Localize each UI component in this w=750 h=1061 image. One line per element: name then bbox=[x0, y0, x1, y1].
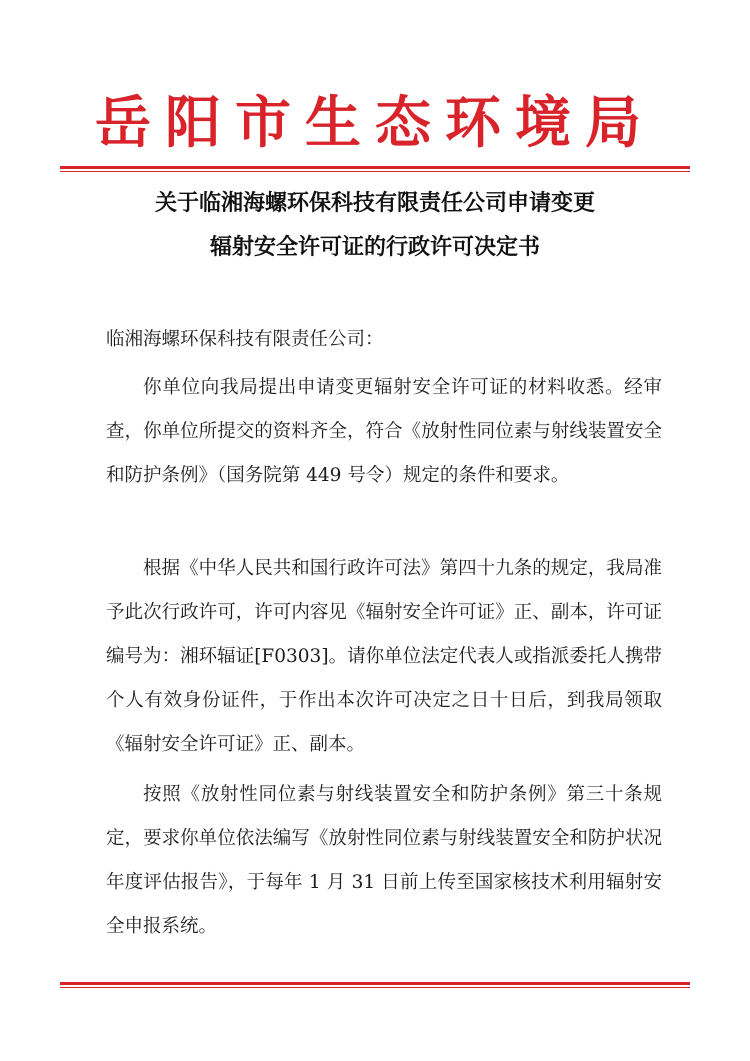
document-title-line1: 关于临湘海螺环保科技有限责任公司申请变更 bbox=[154, 191, 595, 216]
body-paragraph: 根据《中华人民共和国行政许可法》第四十九条的规定，我局准予此次行政许可，许可内容见《辐射安全许可证》正、副本，许可证编号为：湘环辐证[F0303]。请你单位法定代表人或指派委托人携带个人有效身份证件，于作出本次许可决定之日十日后，到我局领取《辐射安全许可证》正、副本。 bbox=[106, 558, 662, 755]
salutation: 临湘海螺环保科技有限责任公司： bbox=[106, 329, 384, 350]
body-paragraph: 你单位向我局提出申请变更辐射安全许可证的材料收悉。经审查，你单位所提交的资料齐全，符合《放射性同位素与射线装置安全和防护条例》（国务院第 449 号令）规定的条件和要求。 bbox=[106, 377, 662, 486]
document-title-line2: 辐射安全许可证的行政许可决定书 bbox=[209, 235, 540, 260]
header-rule-thick bbox=[60, 166, 690, 169]
header-red-rule bbox=[60, 166, 690, 172]
footer-rule-thick bbox=[60, 982, 690, 985]
body-paragraph: 按照《放射性同位素与射线装置安全和防护条例》第三十条规定，要求你单位依法编写《放射性同位素与射线装置安全和防护状况年度评估报告》，于每年 1 月 31 日前上传至国家核技术利用辐射安全申报系统。 bbox=[106, 784, 662, 937]
footer-rule-thin bbox=[60, 987, 690, 988]
header-rule-thin bbox=[60, 171, 690, 172]
footer-red-rule bbox=[60, 982, 690, 988]
issuing-authority-title: 岳阳市生态环境局 bbox=[95, 90, 655, 156]
